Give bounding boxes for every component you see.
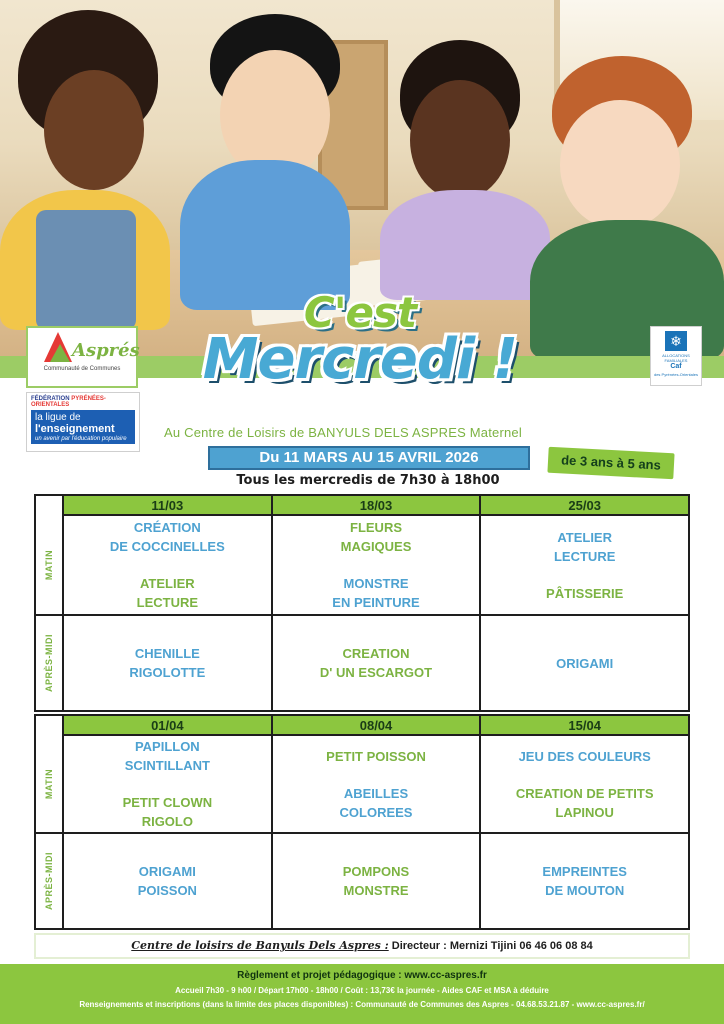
activity: ATELIER LECTURE: [136, 576, 199, 610]
period-label: APRÈS-MIDI: [44, 633, 54, 693]
activity: CHENILLE RIGOLOTTE: [129, 646, 206, 680]
day-header: 25/03: [479, 496, 688, 516]
activity-cell: [271, 834, 480, 928]
activity: ATELIER LECTURE: [553, 529, 616, 564]
location-text: Au Centre de Loisirs de BANYULS DELS ASPRES Maternel: [164, 425, 522, 440]
activity: CREATION DE PETITS LAPINOU: [515, 785, 654, 820]
caf-name: Caf: [670, 363, 682, 370]
activity-cell: [479, 616, 688, 710]
schedule-table-1: [34, 494, 690, 712]
poster-title: [190, 288, 530, 418]
caf-region: des Pyrénées-Orientales: [653, 372, 699, 377]
period-label: APRÈS-MIDI: [44, 851, 54, 911]
activity-cell: [479, 834, 688, 928]
activity: PÂTISSERIE: [546, 585, 624, 601]
child-figure: [170, 10, 360, 310]
day-header: 08/04: [271, 716, 480, 736]
activity: PAPILLON SCINTILLANT: [124, 739, 210, 773]
activity: POMPONS MONSTRE: [342, 864, 410, 898]
activity-cell: [479, 516, 688, 614]
activity-cell: [62, 616, 271, 710]
activity-cell: [271, 516, 480, 614]
activity: ABEILLES COLOREES: [339, 785, 413, 820]
footer: [0, 964, 724, 1024]
age-badge: de 3 ans à 5 ans: [547, 447, 674, 480]
activity: JEU DES COULEURS: [518, 748, 651, 764]
ligue-line-2: l'enseignement: [35, 423, 115, 435]
activity-cell: [62, 736, 271, 832]
caf-label: ALLOCATIONS FAMILIALES: [662, 353, 690, 363]
activity-cell: [479, 736, 688, 832]
morning-row: [36, 516, 688, 614]
activity-cell: [62, 516, 271, 614]
director-line: [34, 933, 690, 959]
activity: CREATION D' UN ESCARGOT: [319, 646, 433, 680]
activity-cell: [271, 616, 480, 710]
ligue-federation: FÉDÉRATION: [31, 396, 70, 402]
hours-text: Tous les mercredis de 7h30 à 18h00: [236, 473, 500, 488]
ligue-line-1: la ligue de: [35, 412, 81, 423]
activity-cell: [62, 834, 271, 928]
ligue-region: PYRÉNÉES-ORIENTALES: [31, 396, 106, 408]
morning-row: [36, 736, 688, 832]
activity: EMPREINTES DE MOUTON: [542, 864, 627, 898]
title-line-1: C'est: [303, 288, 417, 337]
activity: PETIT POISSON: [326, 748, 426, 764]
period-label: MATIN: [44, 768, 54, 800]
activity: MONSTRE EN PEINTURE: [332, 576, 420, 610]
activity: PETIT CLOWN RIGOLO: [122, 795, 213, 829]
day-header: 01/04: [62, 716, 271, 736]
activity: ORIGAMI: [556, 655, 614, 671]
day-header: 11/03: [62, 496, 271, 516]
center-name: Centre de loisirs de Banyuls Dels Aspres :: [131, 939, 389, 952]
director-value: Mernizi Tijini 06 46 06 08 84: [449, 940, 593, 952]
mountain-icon: [50, 344, 70, 362]
title-line-2: Mercredi !: [202, 327, 518, 392]
activity: ORIGAMI POISSON: [137, 864, 197, 898]
day-header: 15/04: [479, 716, 688, 736]
afternoon-row: [36, 832, 688, 928]
caf-logo: [650, 326, 702, 386]
snowflake-icon: ❄: [665, 331, 687, 351]
ligue-enseignement-logo: [26, 392, 140, 452]
date-range-banner: Du 11 MARS AU 15 AVRIL 2026: [208, 446, 530, 470]
footer-line-2: Accueil 7h30 - 9 h00 / Départ 17h00 - 18h00 / Coût : 13,73€ la journée - Aides CAF et MSA à déduire: [175, 986, 549, 995]
activity: FLEURS MAGIQUES: [340, 520, 412, 554]
afternoon-row: [36, 614, 688, 710]
day-header: 18/03: [271, 496, 480, 516]
footer-line-1: Règlement et projet pédagogique : www.cc-aspres.fr: [237, 970, 487, 981]
footer-line-3: Renseignements et inscriptions (dans la limite des places disponibles) : Communauté de Communes des Aspres - 04.68.53.21.87 - www.cc-aspres.fr/: [79, 1000, 645, 1009]
aspres-logo-subtitle: Communauté de Communes: [43, 366, 121, 372]
aspres-logo: [26, 326, 138, 388]
child-figure: [370, 40, 550, 300]
period-label: MATIN: [44, 549, 54, 581]
activity: CRÉATION DE COCCINELLES: [109, 520, 225, 554]
aspres-logo-name: Asprés: [72, 340, 140, 361]
ligue-tagline: un avenir par l'éducation populaire: [35, 436, 127, 442]
schedule-table-2: [34, 714, 690, 930]
schedule-header: [36, 716, 688, 736]
schedule-header: [36, 496, 688, 516]
director-label: Directeur :: [391, 940, 447, 952]
child-figure: [530, 50, 724, 350]
activity-cell: [271, 736, 480, 832]
child-figure: [0, 0, 180, 320]
